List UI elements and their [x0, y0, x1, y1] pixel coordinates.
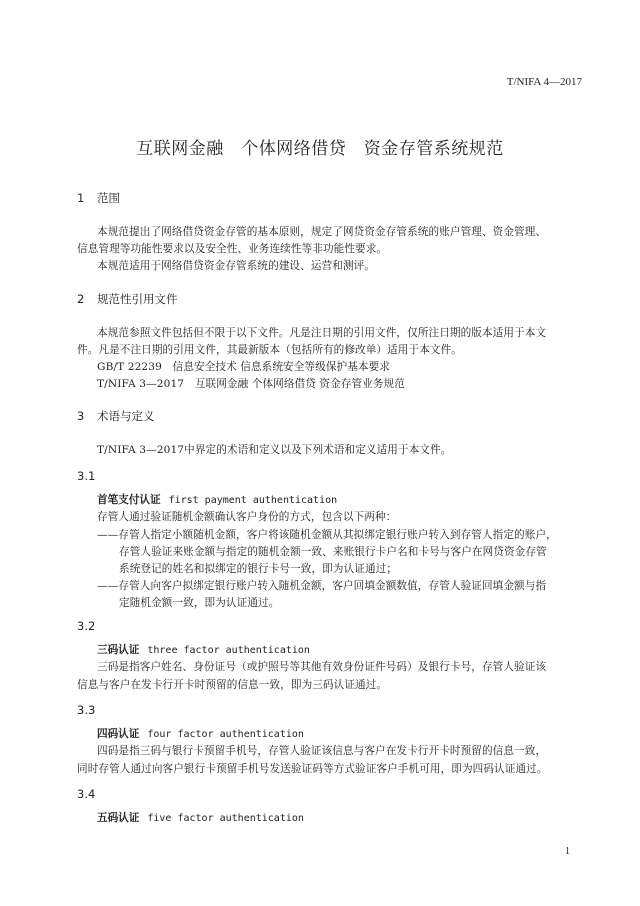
term-definition-line: ——存管人指定小额随机金额，客户将该随机金额从其拟绑定银行账户转入到存管人指定的账户， [97, 529, 557, 541]
term-name-en: first payment authentication [168, 495, 338, 506]
term-name-zh: 三码认证 [97, 644, 140, 656]
scope-paragraph-line: 信息管理等功能性要求以及安全性、业务连续性等非功能性要求。 [77, 243, 388, 255]
document-title: 互联网金融 个体网络借贷 资金存管系统规范 [136, 139, 504, 159]
term-definition-line: 定随机金额一致，即为认证通过。 [119, 597, 280, 609]
scope-paragraph-line: 本规范提出了网络借贷资金存管的基本原则，规定了网贷资金存管系统的账户管理、资金管理、 [97, 226, 547, 238]
term-name-zh: 五码认证 [97, 812, 140, 824]
term-heading [97, 810, 304, 825]
term-definition-line: 存管人通过验证随机金额确认客户身份的方式，包含以下两种： [97, 511, 397, 523]
section-heading-references [77, 291, 178, 307]
term-definition-line: 三码是指客户姓名、身份证号（或护照号等其他有效身份证件号码）及银行卡号，存管人验证该 [97, 661, 547, 673]
term-definition-line: 信息与客户在发卡行开卡时预留的信息一致，即为三码认证通过。 [77, 679, 388, 691]
term-heading [97, 492, 337, 507]
term-name-zh: 首笔支付认证 [97, 494, 161, 506]
term-definition-line: 系统登记的姓名和拟绑定的银行卡号一致，即为认证通过； [119, 563, 398, 575]
section-number: 2 [77, 292, 85, 306]
section-heading-scope [77, 190, 120, 206]
section-number: 1 [77, 191, 85, 205]
term-definition-line: 存管人验证来账金额与指定的随机金额一致、来账银行卡户名和卡号与客户在网贷资金存管 [119, 546, 547, 558]
section-title: 术语与定义 [97, 409, 155, 423]
term-definition-line: 四码是指三码与银行卡预留手机号，存管人验证该信息与客户在发卡行开卡时预留的信息一致， [97, 745, 547, 757]
term-name-en: four factor authentication [147, 729, 304, 740]
section-heading-terms [77, 408, 155, 424]
term-name-zh: 四码认证 [97, 728, 140, 740]
section-title: 规范性引用文件 [97, 292, 178, 306]
reference-item: GB/T 22239 信息安全技术 信息系统安全等级保护基本要求 [97, 361, 390, 373]
term-definition-line: ——存管人向客户拟绑定银行账户转入随机金额，客户回填金额数值，存管人验证回填金额与指 [97, 580, 547, 592]
term-number: 3.4 [77, 787, 96, 801]
references-paragraph-line: 本规范参照文件包括但不限于以下文件。凡是注日期的引用文件，仅所注日期的版本适用于本文 [97, 327, 547, 339]
term-name-en: three factor authentication [147, 645, 310, 656]
terms-intro: T/NIFA 3—2017中界定的术语和定义以及下列术语和定义适用于本文件。 [97, 444, 452, 456]
references-paragraph-line: 件。凡是不注日期的引用文件，其最新版本（包括所有的修改单）适用于本文件。 [77, 344, 462, 356]
reference-item: T/NIFA 3—2017 互联网金融 个体网络借贷 资金存管业务规范 [97, 378, 405, 390]
term-number: 3.3 [77, 703, 96, 717]
term-heading [97, 726, 304, 741]
scope-paragraph: 本规范适用于网络借贷资金存管系统的建设、运营和测评。 [97, 260, 376, 272]
document-number: T/NIFA 4—2017 [506, 76, 582, 88]
term-definition-line: 同时存管人通过向客户银行卡预留手机号发送验证码等方式验证客户手机可用，即为四码认证通过。 [77, 763, 548, 775]
term-number: 3.2 [77, 619, 96, 633]
term-name-en: five factor authentication [147, 813, 304, 824]
term-heading [97, 642, 310, 657]
section-number: 3 [77, 409, 85, 423]
term-number: 3.1 [77, 469, 96, 483]
page-number: 1 [565, 846, 570, 857]
section-title: 范围 [97, 191, 120, 205]
